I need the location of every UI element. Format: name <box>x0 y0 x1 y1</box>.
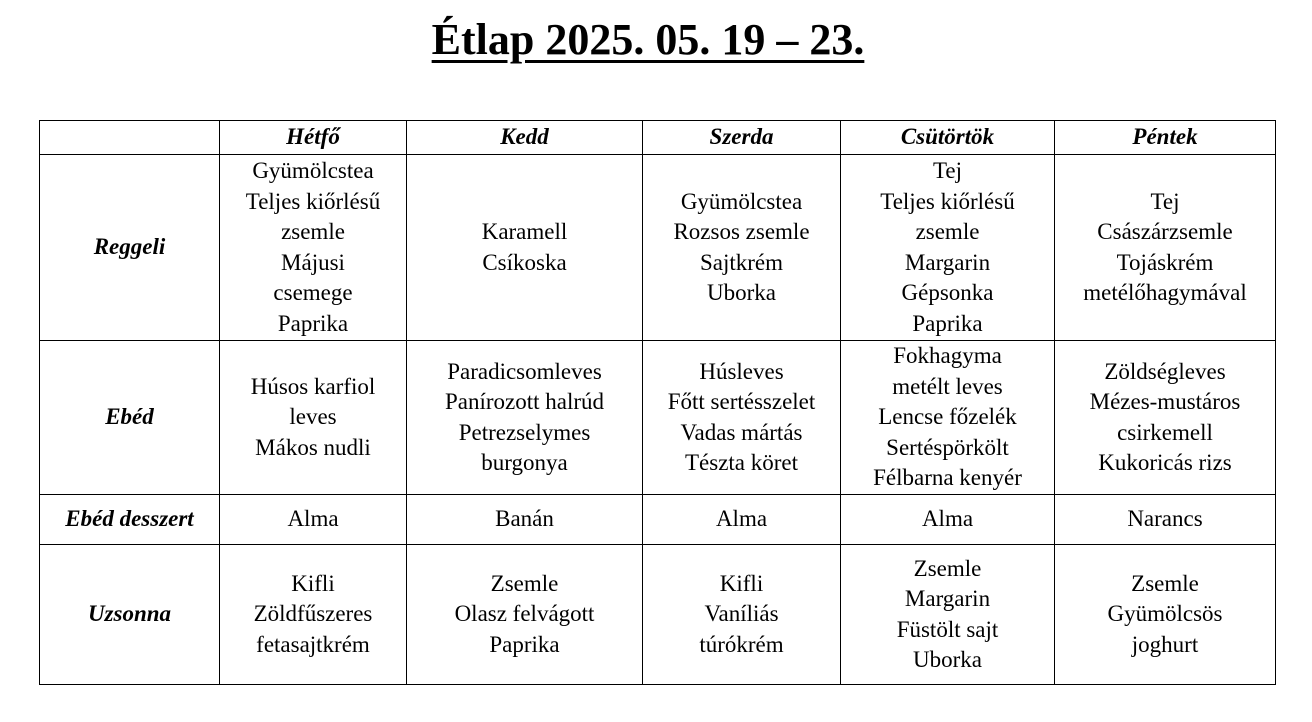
menu-item: fetasajtkrém <box>256 631 370 657</box>
menu-item: Alma <box>715 506 768 532</box>
menu-item: Zöldfűszeres <box>253 601 373 627</box>
menu-item: Sertéspörkölt <box>886 434 1009 460</box>
menu-cell <box>643 495 841 545</box>
menu-item: csemege <box>273 280 353 305</box>
menu-item: Zöldségleves <box>1104 358 1226 384</box>
menu-item: Májusi <box>281 249 345 275</box>
day-header-pentek: Péntek <box>1055 121 1276 155</box>
day-header-csutortok: Csütörtök <box>841 121 1055 155</box>
menu-item: Tojáskrém <box>1116 249 1214 275</box>
row-label-uzsonna: Uzsonna <box>40 545 220 685</box>
menu-cell <box>841 341 1055 495</box>
menu-item: Alma <box>921 506 974 532</box>
menu-item: Mézes-mustáros <box>1089 389 1241 414</box>
menu-cell <box>407 341 643 495</box>
menu-item: Panírozott halrúd <box>444 389 605 414</box>
menu-item: túrókrém <box>699 631 784 657</box>
menu-cell <box>841 495 1055 545</box>
menu-item: Mákos nudli <box>255 434 371 460</box>
menu-item: Lencse főzelék <box>878 404 1017 430</box>
menu-item: Császárzsemle <box>1097 219 1233 244</box>
menu-item: Gyümölcstea <box>680 188 803 214</box>
table-row <box>40 495 1276 545</box>
menu-item: Zsemle <box>490 570 559 596</box>
menu-item: Tej <box>932 158 963 183</box>
menu-cell <box>643 341 841 495</box>
menu-item: Rozsos zsemle <box>673 219 810 244</box>
menu-cell <box>407 495 643 545</box>
menu-table <box>39 120 1276 685</box>
table-row <box>40 155 1276 341</box>
page-title <box>0 12 1296 68</box>
menu-cell <box>220 155 407 341</box>
menu-item: Csíkoska <box>482 249 567 275</box>
menu-cell <box>841 545 1055 685</box>
menu-item: metélt leves <box>892 373 1003 399</box>
menu-item: Gépsonka <box>901 280 994 305</box>
menu-item: Karamell <box>481 219 568 244</box>
menu-item: Húsleves <box>699 358 784 384</box>
menu-cell <box>220 545 407 685</box>
menu-item: Fokhagyma <box>893 343 1002 369</box>
menu-item: Alma <box>287 506 339 532</box>
day-header-kedd: Kedd <box>407 121 643 155</box>
menu-item: leves <box>289 404 337 430</box>
menu-item: Főtt sertésszelet <box>667 389 816 414</box>
menu-cell <box>1055 155 1276 341</box>
table-row <box>40 545 1276 685</box>
menu-item: burgonya <box>481 450 568 475</box>
menu-item: zsemle <box>915 219 980 244</box>
menu-cell <box>643 545 841 685</box>
menu-item: Narancs <box>1127 506 1203 532</box>
menu-item: Paradicsomleves <box>447 358 602 384</box>
menu-item: Félbarna kenyér <box>873 465 1022 491</box>
menu-item: Kifli <box>291 570 335 596</box>
menu-cell <box>407 155 643 341</box>
corner-cell <box>40 121 220 155</box>
menu-cell <box>407 545 643 685</box>
menu-cell <box>841 155 1055 341</box>
menu-item: Banán <box>495 506 554 532</box>
day-header-hetfo: Hétfő <box>220 121 407 155</box>
menu-item: zsemle <box>281 219 345 244</box>
menu-item: Zsemle <box>913 555 982 581</box>
menu-cell <box>1055 341 1276 495</box>
menu-item: Paprika <box>912 310 983 336</box>
menu-item: Paprika <box>277 310 349 336</box>
menu-item: Gyümölcstea <box>252 158 374 183</box>
menu-item: joghurt <box>1131 631 1199 657</box>
menu-item: Kukoricás rizs <box>1098 450 1232 475</box>
header-row <box>40 121 1276 155</box>
menu-cell <box>1055 545 1276 685</box>
menu-item: Uborka <box>913 647 982 672</box>
menu-item: Olasz felvágott <box>454 601 595 627</box>
menu-item: Uborka <box>707 280 776 305</box>
menu-item: Húsos karfiol <box>250 373 376 399</box>
menu-item: Teljes kiőrlésű <box>880 188 1015 214</box>
menu-item: Petrezselymes <box>458 419 591 445</box>
menu-item: metélőhagymával <box>1083 280 1247 305</box>
menu-item: Margarin <box>904 249 991 275</box>
row-label-ebed: Ebéd <box>40 341 220 495</box>
menu-item: Teljes kiőrlésű <box>245 188 381 214</box>
menu-cell <box>220 495 407 545</box>
row-label-reggeli: Reggeli <box>40 155 220 341</box>
menu-item: Margarin <box>904 586 991 611</box>
menu-item: Kifli <box>719 570 764 596</box>
menu-item: Gyümölcsös <box>1107 601 1223 627</box>
menu-cell <box>220 341 407 495</box>
day-header-szerda: Szerda <box>643 121 841 155</box>
menu-item: csirkemell <box>1117 419 1213 445</box>
menu-item: Sajtkrém <box>699 249 784 275</box>
menu-item: Tészta köret <box>684 450 799 475</box>
menu-item: Vaníliás <box>704 601 779 627</box>
menu-item: Füstölt sajt <box>896 616 999 642</box>
menu-item: Vadas mártás <box>680 419 803 445</box>
page-title-text: Étlap 2025. 05. 19 – 23. <box>431 15 865 64</box>
table-row <box>40 341 1276 495</box>
menu-cell <box>643 155 841 341</box>
menu-item: Tej <box>1150 188 1180 214</box>
row-label-ebed-desszert: Ebéd desszert <box>40 495 220 545</box>
menu-item: Paprika <box>489 631 560 657</box>
menu-cell <box>1055 495 1276 545</box>
menu-item: Zsemle <box>1131 570 1199 596</box>
